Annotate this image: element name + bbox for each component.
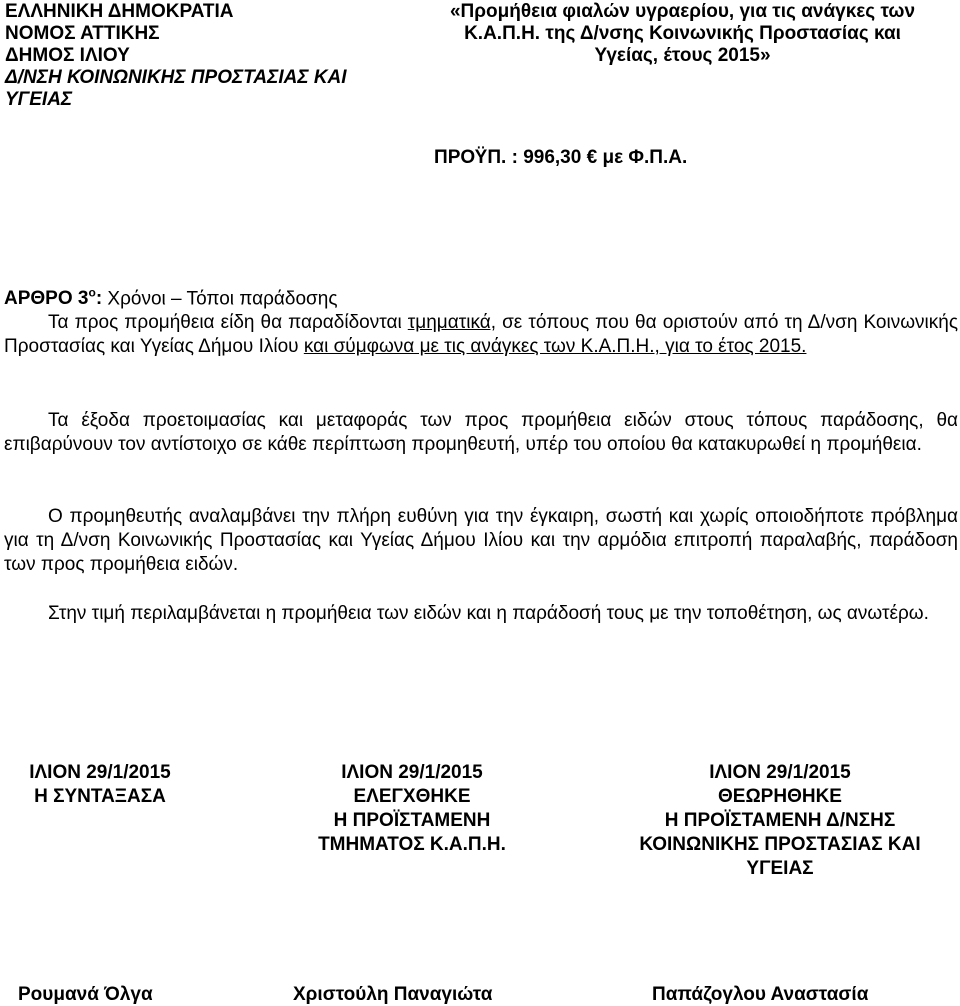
procurement-title — [420, 1, 945, 67]
issuer-directorate: Δ/ΝΣΗ ΚΟΙΝΩΝΙΚΗΣ ΠΡΟΣΤΑΣΙΑΣ ΚΑΙ — [5, 67, 347, 88]
signature-role: ΤΜΗΜΑΤΟΣ Κ.Α.Π.Η. — [318, 834, 506, 855]
signatory-name-author: Ρουμανά Όλγα — [18, 984, 153, 1005]
paragraph-text: Τα προς προμήθεια είδη θα παραδίδονται — [48, 312, 408, 333]
article-label: ΑΡΘΡΟ 3 — [4, 288, 89, 310]
paragraph-underlined: και σύμφωνα με τις ανάγκες των Κ.Α.Π.Η., για το έτος 2015. — [303, 336, 807, 357]
procurement-title-line: Υγείας, έτους 2015» — [594, 45, 771, 66]
issuer-municipality: ΔΗΜΟΣ ΙΛΙΟΥ — [5, 45, 130, 66]
procurement-title-line: «Προμήθεια φιαλών υγραερίου, για τις ανάγκες των — [449, 1, 916, 22]
signature-block-author — [0, 761, 200, 809]
signature-date: ΙΛΙΟΝ 29/1/2015 — [341, 762, 483, 783]
article-colon: : — [95, 288, 103, 310]
signature-role: ΥΓΕΙΑΣ — [746, 858, 814, 879]
paragraph-text: σε τόπους που θα οριστούν από τη Δ/νση Κοινωνικής Προστασίας και Υγείας Δήμου Ιλίου — [4, 312, 958, 357]
signature-role: ΚΟΙΝΩΝΙΚΗΣ ΠΡΟΣΤΑΣΙΑΣ ΚΑΙ — [639, 834, 921, 855]
signature-block-reviewer — [272, 761, 552, 857]
issuer-directorate-cont: ΥΓΕΙΑΣ — [5, 89, 73, 110]
signature-date: ΙΛΙΟΝ 29/1/2015 — [29, 762, 171, 783]
signature-role: ΘΕΩΡΗΘΗΚΕ — [718, 786, 842, 807]
procurement-title-line: Κ.Α.Π.Η. της Δ/νσης Κοινωνικής Προστασίας και — [464, 23, 901, 44]
signature-block-approver — [605, 761, 955, 881]
paragraph-costs: Τα έξοδα προετοιμασίας και μεταφοράς των προς προμήθεια ειδών στους τόπους παράδοσης, θα επιβαρύνουν τον αντίστοιχο σε κάθε περίπτωση προμηθευτή, υπέρ του οποίου θα κατακυρωθεί η προμήθεια. — [4, 410, 958, 455]
signature-role: Η ΠΡΟΪΣΤΑΜΕΝΗ — [333, 810, 491, 831]
signature-date: ΙΛΙΟΝ 29/1/2015 — [709, 762, 851, 783]
issuer-prefecture: ΝΟΜΟΣ ΑΤΤΙΚΗΣ — [5, 23, 160, 44]
article-heading — [4, 286, 338, 310]
paragraph-responsibility: Ο προμηθευτής αναλαμβάνει την πλήρη ευθύνη για την έγκαιρη, σωστή και χωρίς οποιοδήποτε πρόβλημα για τη Δ/νση Κοινωνικής Προστασίας και Υγείας Δήμου Ιλίου και την αρμόδια επιτροπή παραλαβής, παράδοση των προς προμήθεια ειδών. — [4, 506, 958, 575]
signatory-name-reviewer: Χριστούλη Παναγιώτα — [293, 984, 493, 1005]
budget-amount: ΠΡΟΫΠ. : 996,30 € με Φ.Π.Α. — [434, 147, 688, 168]
paragraph-underlined: τμηματικά, — [407, 312, 496, 333]
signature-role: Η ΠΡΟΪΣΤΑΜΕΝΗ Δ/ΝΣΗΣ — [664, 810, 896, 831]
paragraph-price: Στην τιμή περιλαμβάνεται η προμήθεια των ειδών και η παράδοσή τους με την τοποθέτηση, ως ανωτέρω. — [48, 603, 929, 624]
issuer-country: ΕΛΛΗΝΙΚΗ ΔΗΜΟΚΡΑΤΙΑ — [5, 1, 234, 22]
signature-role: ΕΛΕΓΧΘΗΚΕ — [353, 786, 471, 807]
paragraph-delivery — [4, 311, 958, 359]
signatory-name-approver: Παπάζογλου Αναστασία — [652, 984, 869, 1005]
article-label-sup: ο — [88, 286, 96, 300]
article-title: Χρόνοι – Τόποι παράδοσης — [102, 288, 338, 310]
signature-role: Η ΣΥΝΤΑΞΑΣΑ — [34, 786, 166, 807]
issuer-block — [5, 1, 347, 111]
